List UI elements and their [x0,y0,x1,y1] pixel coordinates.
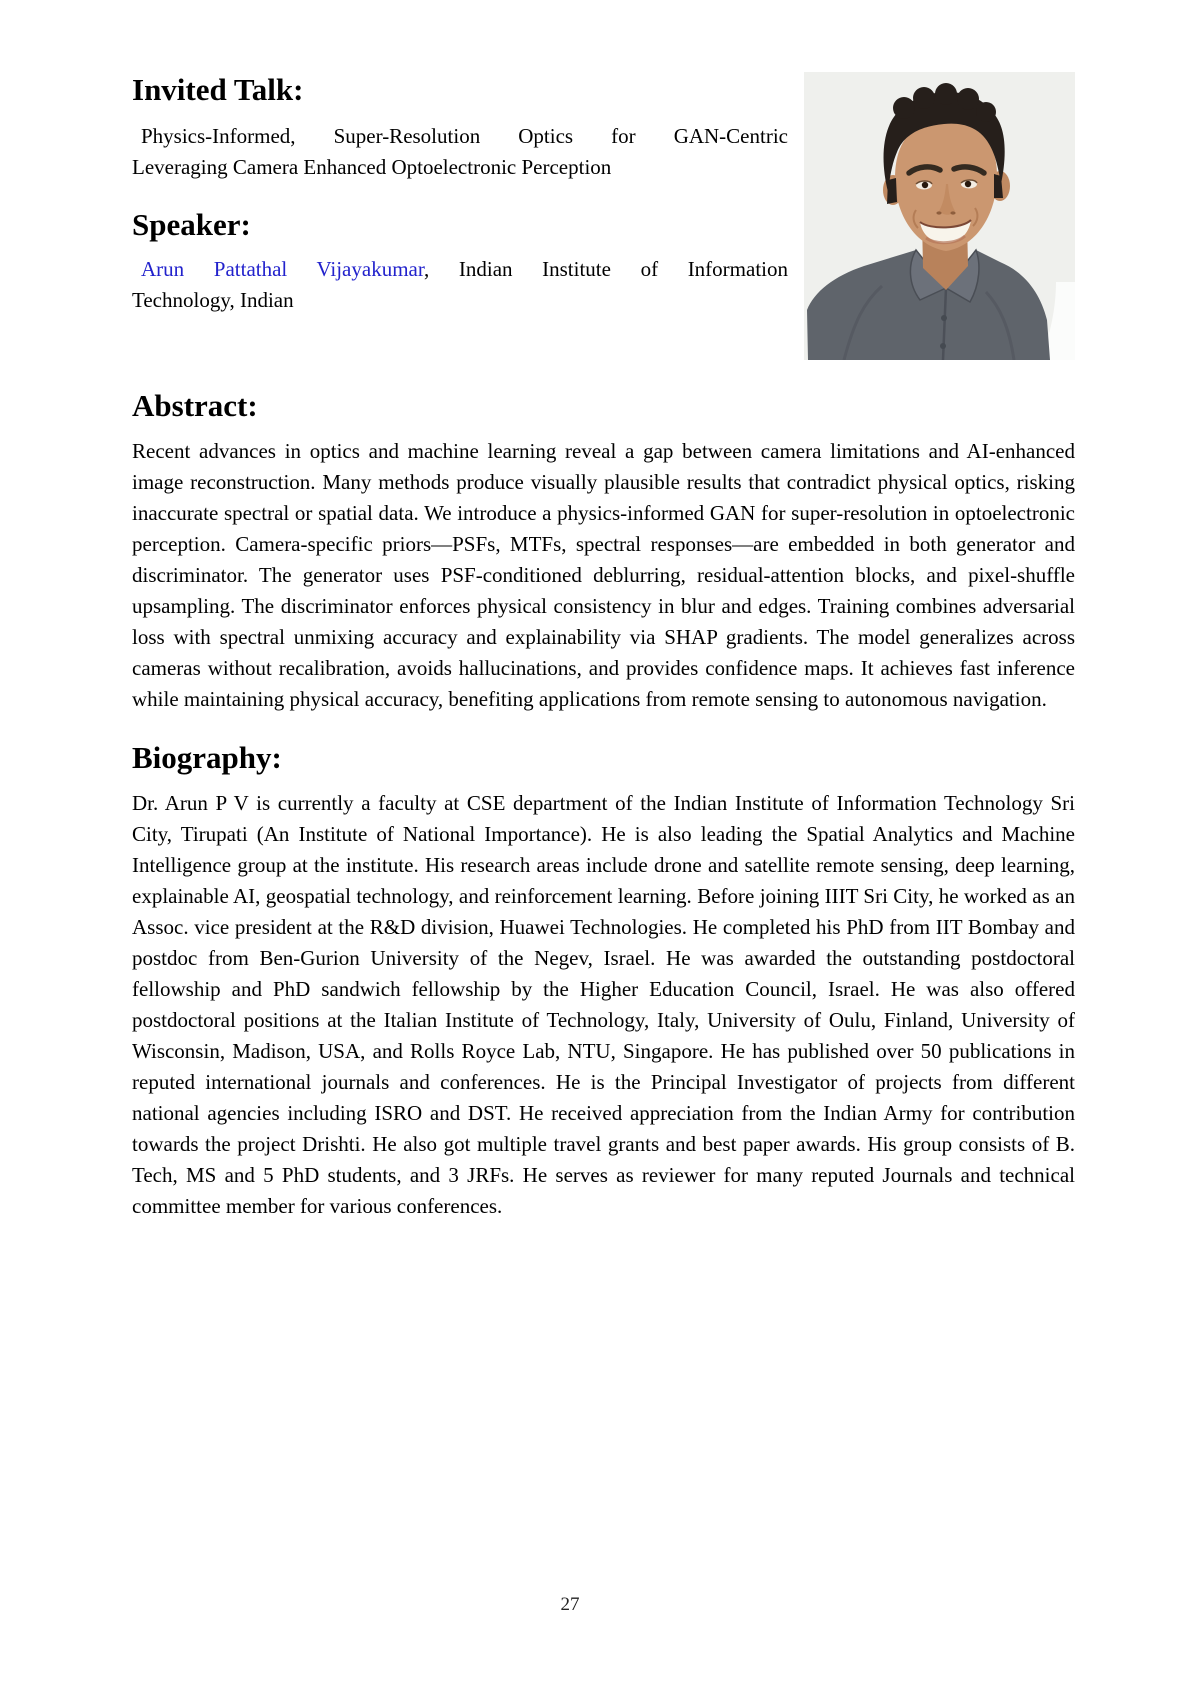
biography-text: Dr. Arun P V is currently a faculty at CSE department of the Indian Institute of Information Technology Sri City, Tirupati (An Institute of National Importance). He is also leading the Spatial Analytics and Machine Intelligence group at the institute. His research areas include drone and satellite remote sensing, deep learning, explainable AI, geospatial technology, and reinforcement learning. Before joining IIIT Sri City, he worked as an Assoc. vice president at the R&D division, Huawei Technologies. He completed his PhD from IIT Bombay and postdoc from Ben-Gurion University of the Negev, Israel. He was awarded the outstanding postdoctoral fellowship and PhD sandwich fellowship by the Higher Education Council, Israel. He was also offered postdoctoral positions at the Italian Institute of Technology, Italy, University of Oulu, Finland, University of Wisconsin, Madison, USA, and Rolls Royce Lab, NTU, Singapore. He has published over 50 publications in reputed international journals and conferences. He is the Principal Investigator of projects from different national agencies including ISRO and DST. He received appreciation from the Indian Army for contribution towards the project Drishti. He also got multiple travel grants and best paper awards. His group consists of B. Tech, MS and 5 PhD students, and 3 JRFs. He serves as reviewer for many reputed Journals and technical committee member for various conferences. [132,791,1075,1218]
abstract-heading: Abstract: [132,388,258,423]
speaker-affiliation-part2: Technology, Indian [132,288,294,312]
speaker-affiliation-part1: , Indian Institute of Information [424,257,788,281]
page-content [132,70,1075,1222]
speaker-photo-image [804,72,1075,360]
invited-talk-heading: Invited Talk: [132,72,304,107]
abstract-text: Recent advances in optics and machine learning reveal a gap between camera limitations and AI-enhanced image reconstruction. Many methods produce visually plausible results that contradict physical optics, risking inaccurate spectral or spatial data. We introduce a physics-informed GAN for super-resolution in optoelectronic perception. Camera-specific priors—PSFs, MTFs, spectral responses—are embedded in both generator and discriminator. The generator uses PSF-conditioned deblurring, residual-attention blocks, and pixel-shuffle upsampling. The discriminator enforces physical consistency in blur and edges. Training combines adversarial loss with spectral unmixing accuracy and explainability via SHAP gradients. The model generalizes across cameras without recalibration, avoids hallucinations, and provides confidence maps. It achieves fast inference while maintaining physical accuracy, benefiting applications from remote sensing to autonomous navigation. [132,439,1075,711]
talk-title-line1: Physics-Informed, Super-Resolution Optics for GAN-Centric [141,124,788,148]
page-number: 27 [560,1594,580,1615]
speaker-photo [804,72,1075,360]
speaker-heading: Speaker: [132,207,251,242]
talk-title-line2: Leveraging Camera Enhanced Optoelectronic Perception [132,155,612,179]
speaker-name-link[interactable]: Arun Pattathal Vijayakumar [141,257,425,281]
biography-heading: Biography: [132,740,282,775]
